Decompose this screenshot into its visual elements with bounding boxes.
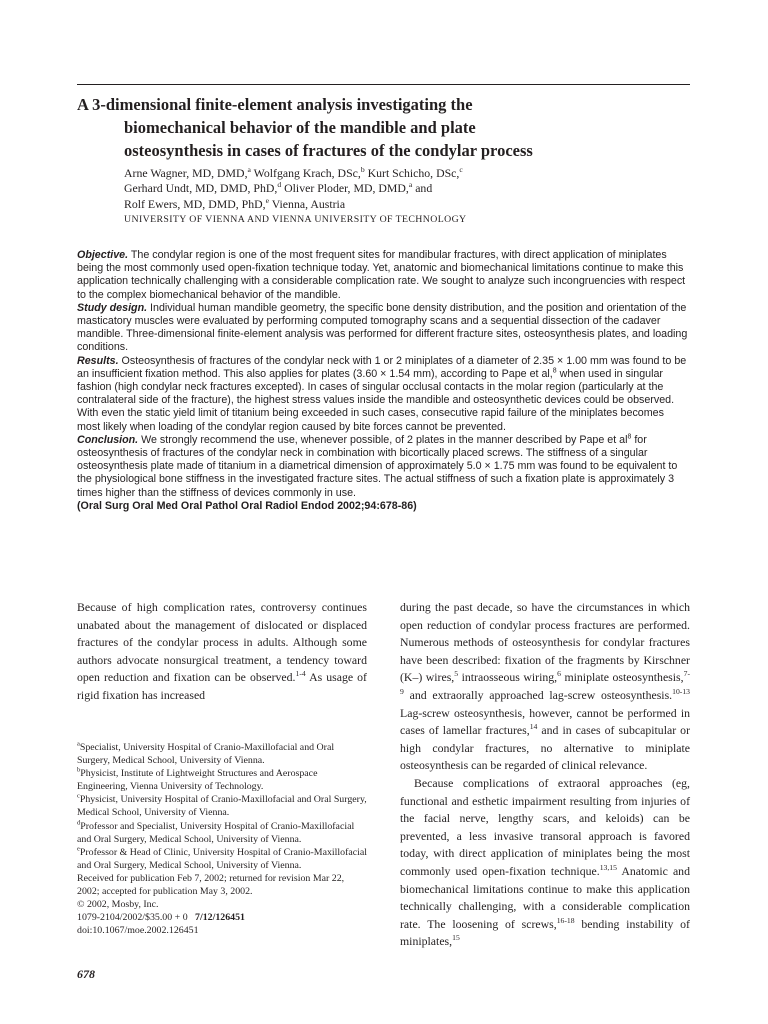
title-line-1: A 3-dimensional finite-element analysis investigating the <box>77 95 473 114</box>
footnote-text: Physicist, University Hospital of Cranio-Maxillofacial and Oral Surgery, Medical School, University of Vienna. <box>77 794 367 819</box>
abstract-results <box>77 355 690 434</box>
issn-line <box>77 911 367 924</box>
design-label: Study design. <box>77 301 148 314</box>
body-text: intraosseous wiring, <box>458 670 558 685</box>
author-line-2 <box>124 181 684 196</box>
footnote-text: Physicist, Institute of Lightweight Structures and Aerospace Engineering, Vienna University of Technology. <box>77 768 318 793</box>
body-text: during the past decade, so have the circumstances in which open reduction of condylar process fractures are performed. Numerous methods of osteosynthesis for condylar fractures have been described: fixation of the fragments by Kirschner (K–) wires, <box>400 600 690 685</box>
received-dates: Received for publication Feb 7, 2002; returned for revision Mar 22, 2002; accepted for publication May 3, 2002. <box>77 872 345 898</box>
author-krach: Wolfgang Krach, DSc, <box>250 166 361 180</box>
footnote-marker: c <box>77 793 80 801</box>
results-text: Osteosynthesis of fractures of the condylar neck with 1 or 2 miniplates of a diameter of 2.35 × 1.00 mm was found to be an insufficient fixation method. This also applies for plates (3.60 × 1.54 mm), according to Pape et al, <box>77 354 687 380</box>
ref-sup: 10-13 <box>672 687 690 697</box>
body-paragraph <box>77 599 367 705</box>
results-label: Results. <box>77 354 119 367</box>
author-list <box>124 166 684 227</box>
abstract-conclusion <box>77 434 690 500</box>
title-line-3: osteosynthesis in cases of fractures of the condylar process <box>124 141 533 160</box>
body-column-right <box>400 599 690 951</box>
author-line-1 <box>124 166 684 181</box>
results-text-cont: when used in singular fashion (high condylar neck fractures excepted). In cases of singular occlusal contacts in the molar region (particularly at the contralateral side of the fracture), the highest stress values inside the mandible and osteosynthetic devices could be observed. With even the static yield limit of titanium being exceeded in such cases, consecutive rapid failure of the miniplates becomes most likely when loading of the condylar region caused by bite forces cannot be prevented. <box>77 367 675 433</box>
author-schicho: Kurt Schicho, DSc, <box>364 166 460 180</box>
ref-sup: 13,15 <box>599 862 617 872</box>
ref-sup: 7-9 <box>400 669 690 697</box>
abstract <box>77 249 690 513</box>
body-text: Anatomic and biomechanical limitations continue to make this application technically challenging, with a considerable complication rate. The loosening of screws, <box>400 863 690 931</box>
body-text: and in cases of subcapitular or high condylar fractures, no alternative to miniplate osteosynthesis can be regarded of clinical relevance. <box>400 723 691 773</box>
author-sup: e <box>265 195 269 205</box>
footnote-text: Professor & Head of Clinic, University Hospital of Cranio-Maxillofacial and Oral Surgery, Medical School, University of Vienna. <box>77 846 367 871</box>
copyright: © 2002, Mosby, Inc. <box>77 899 159 911</box>
author-sup: a <box>408 180 413 190</box>
footnotes <box>77 741 367 937</box>
footnote-d <box>77 820 367 846</box>
issn: 1079-2104/2002/$35.00 + 0 <box>77 912 188 924</box>
ref-sup: 16-18 <box>556 915 575 925</box>
article-title <box>77 93 690 162</box>
footnote-text: Specialist, University Hospital of Cranio-Maxillofacial and Oral Surgery, Medical School, University of Vienna. <box>77 742 335 767</box>
author-location: Vienna, Austria <box>268 196 346 211</box>
author-undt: Gerhard Undt, MD, DMD, PhD, <box>124 181 278 196</box>
body-text: bending instability of miniplates, <box>400 916 690 949</box>
doi: doi:10.1067/moe.2002.126451 <box>77 925 199 937</box>
author-line-3 <box>124 197 684 212</box>
footnote-marker: d <box>77 819 81 827</box>
ref-sup: 8 <box>552 367 557 375</box>
footnote-c <box>77 793 367 819</box>
body-text: Lag-screw osteosynthesis, however, cannot be performed in cases of lamellar fractures, <box>400 705 690 738</box>
author-wagner: Arne Wagner, MD, DMD, <box>124 166 248 180</box>
abstract-design <box>77 302 690 355</box>
body-text: Because of high complication rates, controversy continues unabated about the management of dislocated or displaced fractures of the condylar process in adults. Although some authors advocate nonsurgical treatment, a tendency toward open reduction and fixation can be observed. <box>77 600 367 685</box>
conclusion-text-cont: for osteosynthesis of fractures of the condylar neck in combination with bicortically placed screws. The stiffness of a singular osteosynthesis plate made of titanium in a diametrical dimension of approximately 5.0 × 1.75 mm was found to be equivalent to the physiological bone stiffness in the investigated fracture sites. The actual stiffness of such a fixation plate is approximately 3 times higher than the stiffness of devices commonly in use. <box>77 433 678 499</box>
author-ewers: Rolf Ewers, MD, DMD, PhD, <box>124 196 266 211</box>
ref-sup: 8 <box>627 433 632 441</box>
body-text: miniplate osteosynthesis, <box>560 670 684 685</box>
affiliation: UNIVERSITY OF VIENNA AND VIENNA UNIVERSITY OF TECHNOLOGY <box>124 213 467 225</box>
footnote-b <box>77 767 367 793</box>
footnote-marker: e <box>77 845 80 853</box>
body-paragraph <box>400 599 690 775</box>
ref-sup: 6 <box>557 669 561 679</box>
author-sup: d <box>277 180 282 190</box>
design-text: Individual human mandible geometry, the specific bone density distribution, and the position and orientation of the masticatory muscles were evaluated by performing computed tomography scans and a sequential dissection of the cadaver mandible. Three-dimensional finite-element analysis was performed for different fracture sites, osteosynthesis plates, and loading conditions. <box>77 301 688 354</box>
ref-sup: 5 <box>454 669 459 679</box>
body-paragraph <box>400 775 690 951</box>
conclusion-text: We strongly recommend the use, whenever possible, of 2 plates in the manner described by Pape et al <box>138 433 628 446</box>
conclusion-label: Conclusion. <box>77 433 139 446</box>
author-ploder: Oliver Ploder, MD, DMD, <box>281 181 409 196</box>
body-text: Because complications of extraoral approaches (eg, functional and esthetic impairment resulting from injuries of the facial nerve, lengthy scars, and keloids) can be prevented, a less invasive transoral approach is favored today, with direct application of miniplates being the most commonly used open-fixation technique. <box>400 775 690 878</box>
author-sup: a <box>247 165 251 175</box>
footnote-marker: a <box>77 740 80 748</box>
body-text: As usage of rigid fixation has increased <box>77 670 367 702</box>
abstract-objective <box>77 249 690 302</box>
author-sup: c <box>459 165 463 175</box>
issn-code: 7/12/126451 <box>195 912 245 924</box>
body-text: and extraorally approached lag-screw osteosynthesis. <box>403 687 673 702</box>
page-number: 678 <box>77 967 95 981</box>
ref-sup: 1-4 <box>295 669 306 679</box>
objective-text: The condylar region is one of the most frequent sites for mandibular fractures, with direct application of miniplates being the most commonly used open-fixation technique today. Yet, anatomic and biomechanical limitations continue to make this application technically challenging with a considerable complication rate. We sought to analyze such incongruencies with respect to the complex biomechanical behavior of the mandible. <box>77 249 686 301</box>
author-sup: b <box>360 165 365 175</box>
footnote-marker: b <box>77 766 81 774</box>
footnote-e <box>77 846 367 872</box>
top-rule <box>77 84 690 85</box>
ref-sup: 15 <box>452 933 460 943</box>
journal-citation: (Oral Surg Oral Med Oral Pathol Oral Radiol Endod 2002;94:678-86) <box>77 499 417 512</box>
author-and: and <box>412 181 433 196</box>
body-column-left <box>77 599 367 705</box>
objective-label: Objective. <box>77 249 129 261</box>
ref-sup: 14 <box>529 722 538 732</box>
footnote-a <box>77 741 367 767</box>
title-line-2: biomechanical behavior of the mandible and plate <box>124 118 476 137</box>
footnote-text: Professor and Specialist, University Hospital of Cranio-Maxillofacial and Oral Surgery, Medical School, University of Vienna. <box>77 820 355 845</box>
